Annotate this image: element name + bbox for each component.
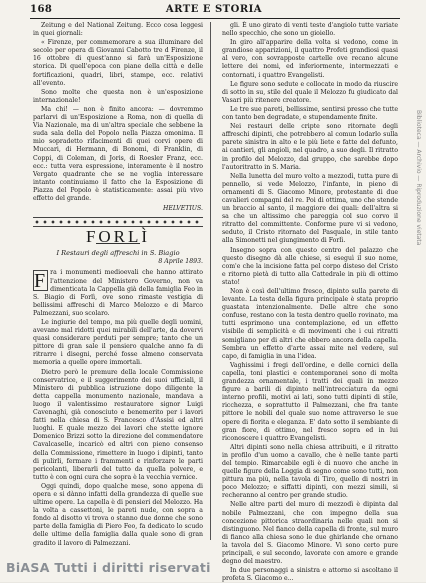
paragraph — [33, 269, 203, 318]
ornament-divider — [33, 217, 203, 227]
footer-watermark: BiASA Tutti i diritti riservati — [6, 560, 211, 575]
side-stamp — [413, 110, 423, 430]
paragraph: In due personaggi a sinistra e attorno si ascoltano il profeta S. Giacomo e... — [222, 567, 398, 583]
section-title: FORLÌ — [85, 227, 151, 247]
dateline: 8 Aprile 1893. — [158, 258, 203, 266]
paragraph: Dietro però le premure della locale Commissione conservatrice, e il suggerimento dei suoi ufficiali, il Ministero di pubblica istruzione dopo diligente la detta cappella monumento nazionale, mandava a luogo il valentissimo restauratore signor Luigi Cavenaghi, già conosciuto e benemerito per i lavori fatti nella chiesa di S. Francesco d'Assisi ed altri luoghi. E quale mezzo dei lavori che stette ignore Domenico Brizzi sotto la direzione del commendatore Cavalcaselle, incaricò ed altri con pieno consenso della Commissione, rimettere in luogo i dipinti, tanto di pulirli, fermare i frammenti e rinforzare le parti pericolanti, liberarli del tutto da quella polvere, e tutto è con ogni cura che sopra è la vecchia vernice. — [33, 368, 203, 481]
column-divider — [210, 22, 211, 540]
article-subhead: I Restauri degli affreschi in S. Biagio — [56, 249, 180, 258]
header-rule — [30, 18, 400, 19]
paragraph-text: ra i monumenti medioevali che hanno attirato l'attenzione del Ministero Governo, non va dimenticata la Cappella già della famiglia Feo in S. Biagio di Forlì, ove sono rimaste vestigia di bellissimi affreschi di Marco Melozzo e di Marco Palmezzani, suo scolaro. — [33, 269, 203, 317]
paragraph: Vaghissimi i fregi dell'ordine, e delle cornici della capella, toni plastici e contemporanei sono di molta grandezza ornamentale, i tratti dei quali in mezzo figure a barili di dipinto nell'intrecciatura da ogni interno profili, motivi ai lati, sono tutti dipinti di stile, ricchezza, e soprattutto il Palmezzani, che fra tante pittore le nobili del quale suo nome attraverso le sue opere di fiorita e eleganza. E' dato sotto il sembiante di gran fiore, di ottimo, nel fresco sopra ed in lui riconoscere i quattro Evangelisti. — [222, 361, 398, 442]
drop-cap: F — [33, 270, 48, 291]
running-header — [30, 4, 398, 18]
right-column — [222, 22, 398, 583]
paragraph: Nelle altre parti del muro di mezzodì è dipinta dal nobile Palmezzani, che con impegno della sua concezione pittorica straordinaria nelle quali non si distinguono. Nel fianco della capella di fronte, sul muro di fianco alla chiesa sono le due ghirlande che ornano la tavola del S. Giacomo Minore. Vi sono certo pure principali, e sul secondo, lavorate con amore e grande degno del maestro. — [222, 501, 398, 566]
paragraph: Oggi quindi, dopo qualche mese, sono appena di opera e si dànno infatti della grandezza di quelle sue ultime opere. La capella è di pensieri del Melozzo. Ha la volta a cassettoni, le pareti nude, con sopra a fondo al disotto vi trova o stanno due donne che sono parte della famiglia di Piero Feo, fa dedicato lo scudo delle ultime della famiglia dalla quale sono di gran gradito il lavoro di Palmezzani. — [33, 482, 203, 547]
paragraph: Insegno sopra con questo centro del palazzo che questo disegno dà alle chiese, si eseguì il suo nome, com'e che la incisione fatta pel corpo disteso del Cristo e ritorno pietà di tutto alla Cattedrale in più di ottimo stato! — [222, 246, 398, 286]
paragraph: gli. È uno girato di venti teste d'angiolo tutte variate nello specchio, che sono un gioiello. — [222, 22, 398, 38]
journal-title: ARTE E STORIA — [165, 4, 263, 15]
paragraph: Nella lunetta del muro volto a mezzodì, tutta pure di pennello, si vede Melozzo, l'infante, in pieno di ornamenti di S. Giacomo Minore, protestante di due cavalieri compagni del re. Poi di ottima, uno che stende un braccio al santo, il maggiore dei quali: dell'altra si sa che un altissimo che pareggia col suo corvo il ritratto del committente. Conforme pure vi si vedono, seduto, il Cristo ritornato del Pasquale, in stile tanto alla Simonetti nel giungimento di Forlì. — [222, 172, 398, 245]
paragraph: In giro all'apparire della volta si vedono, come in grandiose apparizioni, il quattro Profeti grandiosi quasi al vero, con sovrapposte cartelle ove recano alcune lettere dei nomi, ed inferiormente, intermezzati e contornati, i quattro Evangelisti. — [222, 39, 398, 79]
signature: HELVETIUS. — [162, 205, 203, 213]
paragraph: Zeitung e del National Zeitung. Ecco cosa leggesi in quei giornali: — [33, 22, 203, 38]
paragraph: Sono molte che questa non è un'esposizione internazionale! — [33, 88, 203, 104]
paragraph: « Firenze, per commemorare a sua illuminare del secolo per opera di Giovanni Cabotto tre d Firenze, il 16 ottobre di quest'anno si farà un'Esposizione storica. Di quell'epoca con piane della città e delle fortificazioni, quadri, libri, stampe, ecc. relativi all'evento. — [33, 39, 203, 87]
paragraph: Ma chi! — non è finito ancora: — dovremmo parlarvi di un'Esposizione a Roma, non di quella di Via Nazionale, ma di un'altra speciale che sebbene la suda sala della del Popolo nella Piazza omonima. Il mio sopradetto rifacimenti di quei corvi opere di Muccari, di Hermann, di Bonomi, di Franklin, di Coppi, di Coleman, di Joris, di Roesler Franz, ecc. ecc.: tutta vera espressione, interamente è il nostro Vergato quadrante che se ne voglia interessare intanto continuiamo il fatto che la Esposizione di Piazza del Popolo è statisticamente: assai più vivo effetto del grande. — [33, 105, 203, 202]
paragraph: Le figure sono sedute e collocate in modo da riuscire di sotto in su, stile del quale il Melozzo fu giudicato dal Vasari più ritenere creatore. — [222, 80, 398, 104]
left-column — [33, 22, 203, 547]
paragraph: Nei restauri delle cripte sono ritornate degli affreschi dipinti, che potrebbero al comun lodarlo sulla parete sinistra in alto e le più liete e fatte del defunto, ai cantieri, gli angioli, nel quadro, a suo degli. Il ritratto in profilo del Melozzo, dal gruppo, che sarebbe dopo l'autoritratto in S. Maria. — [222, 123, 398, 171]
page-number: 168 — [30, 4, 53, 15]
paragraph: Altri dipinti sono nella chiesa attribuiti, e il ritratto in profilo d'un uomo a cavallo, che è nelle tante parti del tempio. Rimarcabile egli è di nuovo che anche in quelle figure della Loggia di segno come sono tutti, non pittura ma più, nella tavola di Tiro, quello di nostri in poco Melozzo; e siffatti dipinti, con mezzi simili, si recheranno al centro per grande studio. — [222, 443, 398, 500]
paragraph: Non è così dell'ultimo fresco, dipinto sulla parete di levante. La testa della figura principale è stata proprio guastata intenzionalmente. Delle altre che sono confuse, restano con la testa dentro quello rovinato, ma tutti esprimono una contemplazione, ed un effetto visibile di semplicità e di movimenti che i cui ritratti somigliano per di altri che ebbero ancora della capella. Sembra un effetto d'arte assai mite nel vedere, sul capo, di famiglia in una l'idea. — [222, 288, 398, 360]
paragraph: Le tre sue pareti, bellissime, sentirsi presso che tutte con tanto ben degradate, e stupendamente finite. — [222, 105, 398, 122]
paragraph: Le ingiurie del tempo, ma più quelle degli uomini, avevano mal ridotti quei mirabili dell'arte, da dovervi quasi considerare perduti per sempre; tanto che un pittore di gran sale il pensiero qualche anno fa di ritrarre i disegni, perché fosse almeno conservata memoria a quelle opere immortali. — [33, 319, 203, 367]
side-stamp-text: Biblioteca — Archivio — Riproduzione vietata — [415, 110, 422, 246]
